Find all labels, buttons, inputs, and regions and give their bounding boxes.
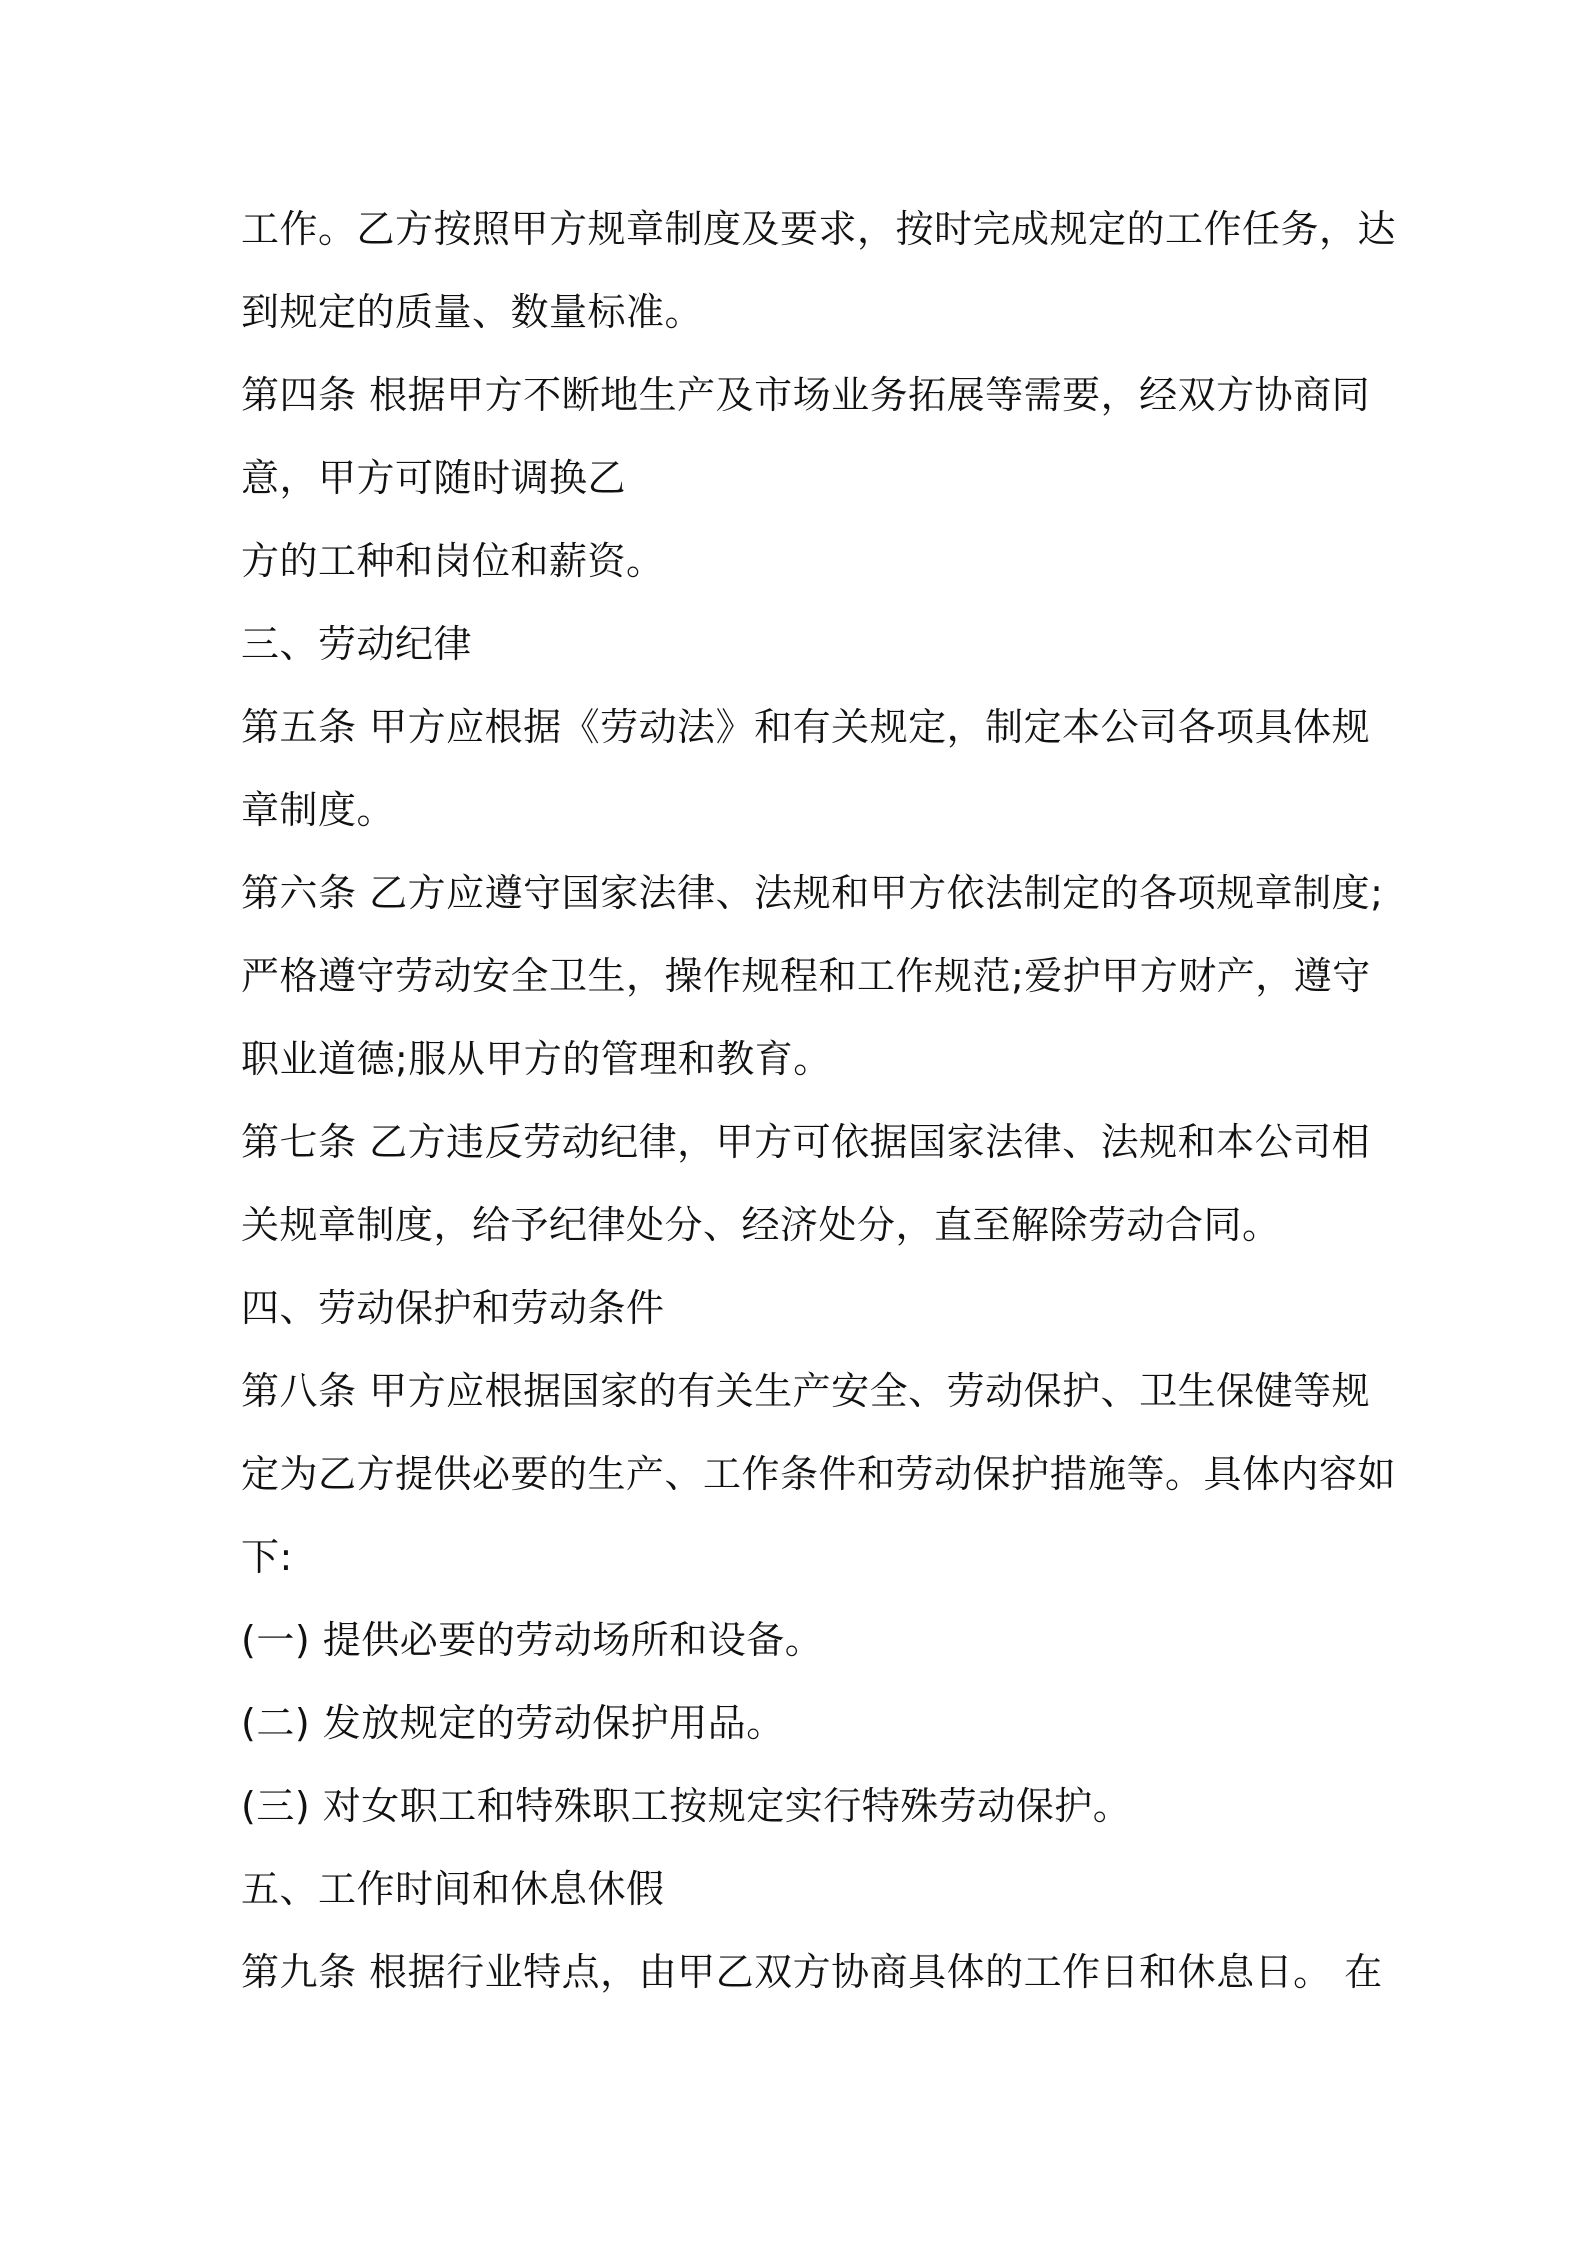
list-item-3: (三) 对女职工和特殊职工按规定实行特殊劳动保护。 [241, 1784, 1132, 1828]
article-4-line: 第四条 根据甲方不断地生产及市场业务拓展等需要，经双方协商同 [241, 373, 1371, 417]
article-5-line: 第五条 甲方应根据《劳动法》和有关规定，制定本公司各项具体规 [241, 705, 1371, 749]
section-heading-labor-discipline: 三、劳动纪律 [241, 622, 473, 666]
list-item-1: (一) 提供必要的劳动场所和设备。 [241, 1618, 824, 1662]
document-body [241, 188, 1397, 2014]
body-text-line: 工作。乙方按照甲方规章制度及要求，按时完成规定的工作任务，达 [241, 207, 1397, 251]
body-text-line: 定为乙方提供必要的生产、工作条件和劳动保护措施等。具体内容如 [241, 1452, 1397, 1496]
article-7-line: 第七条 乙方违反劳动纪律，甲方可依据国家法律、法规和本公司相 [241, 1120, 1371, 1164]
body-text-line: 职业道德;服从甲方的管理和教育。 [241, 1037, 832, 1081]
body-text-line: 意，甲方可随时调换乙 [241, 456, 627, 500]
section-heading-labor-protection: 四、劳动保护和劳动条件 [241, 1286, 665, 1330]
list-item-2: (二) 发放规定的劳动保护用品。 [241, 1701, 785, 1745]
section-heading-working-hours: 五、工作时间和休息休假 [241, 1867, 665, 1911]
article-9-line: 第九条 根据行业特点，由甲乙双方协商具体的工作日和休息日。 在 [241, 1950, 1383, 1994]
body-text-line: 严格遵守劳动安全卫生，操作规程和工作规范;爱护甲方财产，遵守 [241, 954, 1371, 998]
body-text-line: 方的工种和岗位和薪资。 [241, 539, 665, 583]
body-text-line: 章制度。 [241, 788, 396, 832]
article-8-line: 第八条 甲方应根据国家的有关生产安全、劳动保护、卫生保健等规 [241, 1369, 1371, 1413]
body-text-line: 到规定的质量、数量标准。 [241, 290, 704, 334]
body-text-line: 关规章制度，给予纪律处分、经济处分，直至解除劳动合同。 [241, 1203, 1281, 1247]
body-text-line: 下: [241, 1535, 293, 1579]
article-6-line: 第六条 乙方应遵守国家法律、法规和甲方依法制定的各项规章制度; [241, 871, 1384, 915]
